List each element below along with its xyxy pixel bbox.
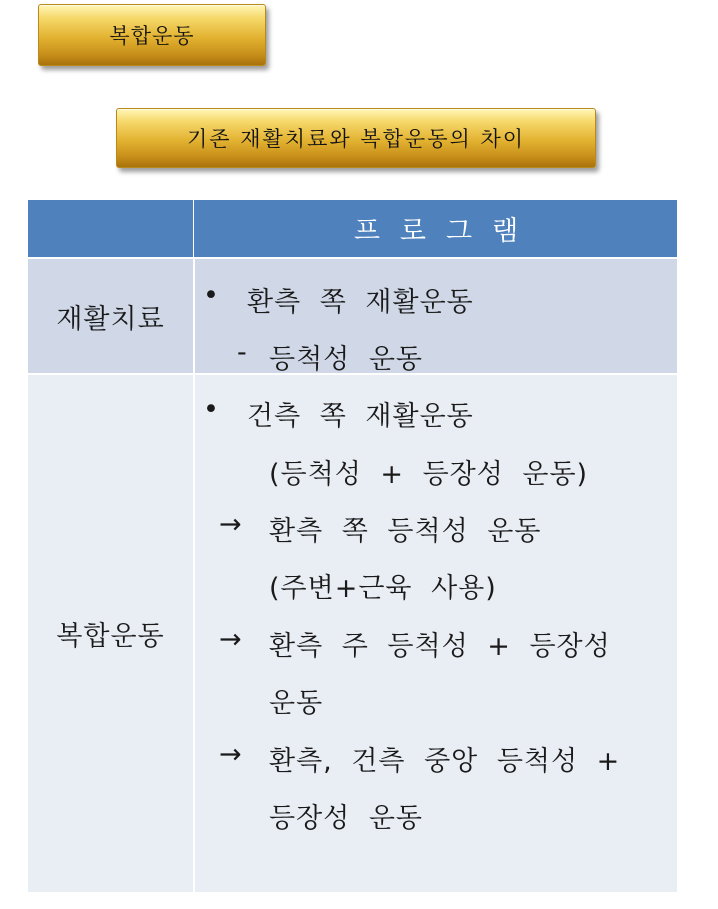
column-divider bbox=[193, 259, 195, 373]
combined-line-3: 환측 쪽 등척성 운동 bbox=[269, 516, 542, 547]
section-badge-label: 복합운동 bbox=[109, 24, 195, 48]
combined-line-2: (등척성 + 등장성 운동) bbox=[269, 459, 589, 490]
row-label-rehab: 재활치료 bbox=[56, 303, 165, 335]
combined-line-7: 환측, 건측 중앙 등척성 + bbox=[269, 746, 621, 777]
arrow-marker: → bbox=[219, 509, 242, 540]
row-label-combined: 복합운동 bbox=[56, 621, 165, 652]
table-header-row bbox=[28, 200, 677, 257]
header-empty-cell bbox=[28, 200, 194, 257]
combined-line-5: 환측 주 등척성 + 등장성 bbox=[269, 631, 611, 662]
bullet-marker: • bbox=[203, 394, 219, 425]
header-program-label: 프로그램 bbox=[353, 216, 539, 247]
combined-line-8: 등장성 운동 bbox=[269, 803, 423, 834]
dash-marker: - bbox=[237, 337, 247, 368]
title-banner bbox=[116, 108, 596, 168]
table-row-rehab bbox=[28, 259, 677, 373]
combined-line-4: (주변+근육 사용) bbox=[269, 573, 497, 604]
title-banner-text: 기존 재활치료와 복합운동의 차이 bbox=[186, 127, 526, 151]
rehab-line-1: 환측 쪽 재활운동 bbox=[247, 287, 474, 318]
section-badge bbox=[38, 4, 266, 66]
column-divider bbox=[193, 375, 195, 892]
arrow-marker: → bbox=[219, 739, 242, 770]
table-row-combined bbox=[28, 375, 677, 892]
rehab-line-2: 등척성 운동 bbox=[269, 344, 423, 375]
bullet-marker: • bbox=[203, 280, 219, 311]
combined-line-1: 건측 쪽 재활운동 bbox=[247, 401, 474, 432]
comparison-table bbox=[28, 200, 677, 892]
combined-line-6: 운동 bbox=[269, 688, 324, 719]
arrow-marker: → bbox=[219, 624, 242, 655]
